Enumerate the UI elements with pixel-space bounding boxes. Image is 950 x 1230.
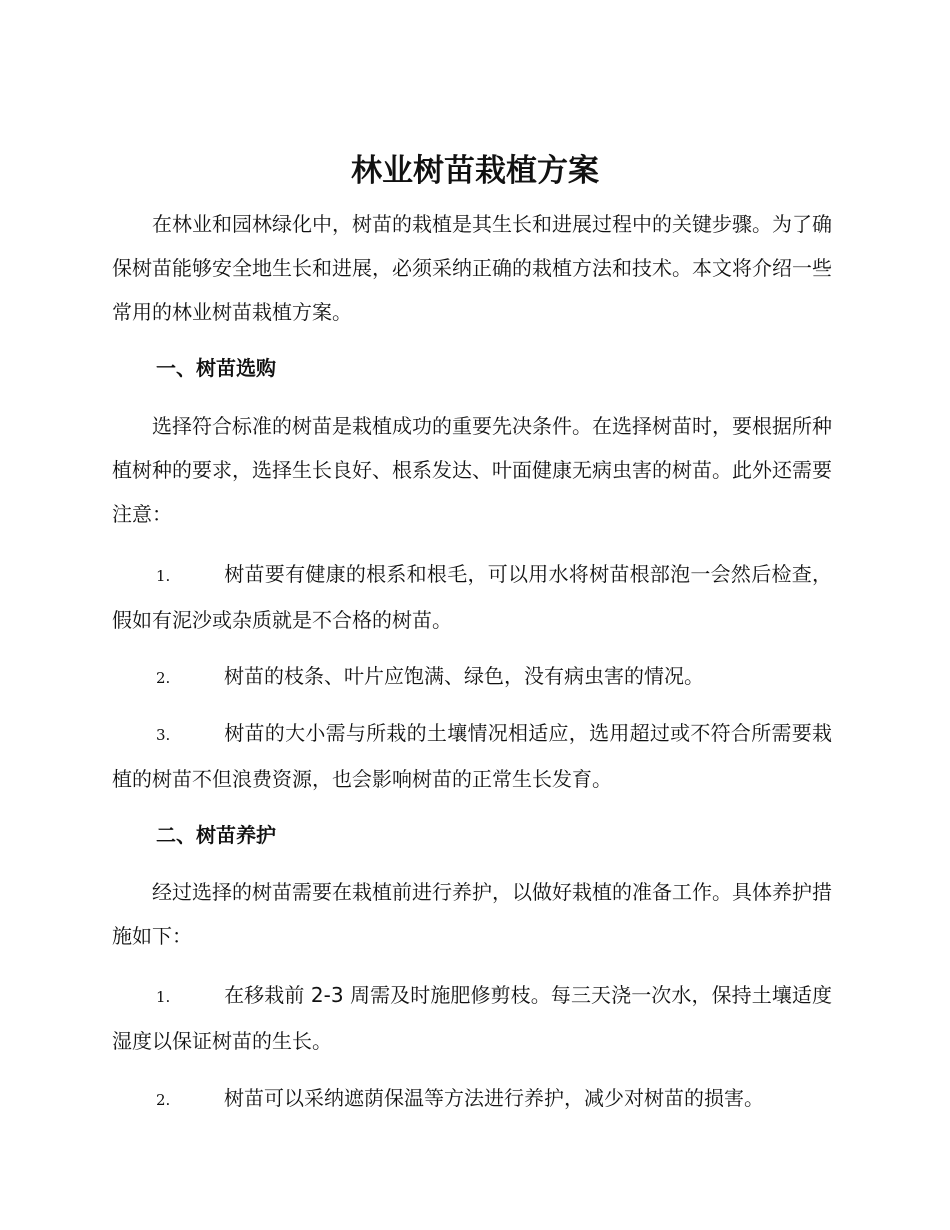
list-item bbox=[112, 552, 832, 642]
section-heading-2: 二、树苗养护 bbox=[156, 823, 276, 847]
list-item bbox=[112, 711, 832, 801]
list-item-text: 树苗的大小需与所栽的土壤情况相适应，选用超过或不符合所需要栽植的树苗不但浪费资源，也会影响树苗的正常生长发育。 bbox=[112, 721, 832, 791]
list-item-number: 1. bbox=[156, 567, 171, 585]
document-title: 林业树苗栽植方案 bbox=[351, 153, 599, 189]
list-item-number: 3. bbox=[156, 726, 171, 744]
list-item-number: 2. bbox=[156, 1091, 171, 1109]
list-item bbox=[112, 654, 832, 700]
list-item bbox=[112, 973, 832, 1063]
list-item-text: 树苗的枝条、叶片应饱满、绿色，没有病虫害的情况。 bbox=[224, 664, 704, 688]
list-item-text: 树苗要有健康的根系和根毛，可以用水将树苗根部泡一会然后检查，假如有泥沙或杂质就是不合格的树苗。 bbox=[112, 562, 832, 632]
list-item bbox=[112, 1076, 832, 1122]
list-item-number: 2. bbox=[156, 669, 171, 687]
list-item-number: 1. bbox=[156, 988, 171, 1006]
section-2-paragraph: 经过选择的树苗需要在栽植前进行养护，以做好栽植的准备工作。具体养护措施如下： bbox=[112, 880, 832, 948]
intro-paragraph: 在林业和园林绿化中，树苗的栽植是其生长和进展过程中的关键步骤。为了确保树苗能够安全地生长和进展，必须采纳正确的栽植方法和技术。本文将介绍一些常用的林业树苗栽植方案。 bbox=[112, 212, 832, 324]
list-item-text: 在移栽前 2-3 周需及时施肥修剪枝。每三天浇一次水，保持土壤适度湿度以保证树苗的生长。 bbox=[112, 983, 832, 1053]
section-heading-1: 一、树苗选购 bbox=[156, 356, 276, 380]
section-1-paragraph: 选择符合标准的树苗是栽植成功的重要先决条件。在选择树苗时，要根据所种植树种的要求，选择生长良好、根系发达、叶面健康无病虫害的树苗。此外还需要注意： bbox=[112, 414, 832, 526]
list-item-text: 树苗可以采纳遮荫保温等方法进行养护，减少对树苗的损害。 bbox=[224, 1086, 764, 1110]
